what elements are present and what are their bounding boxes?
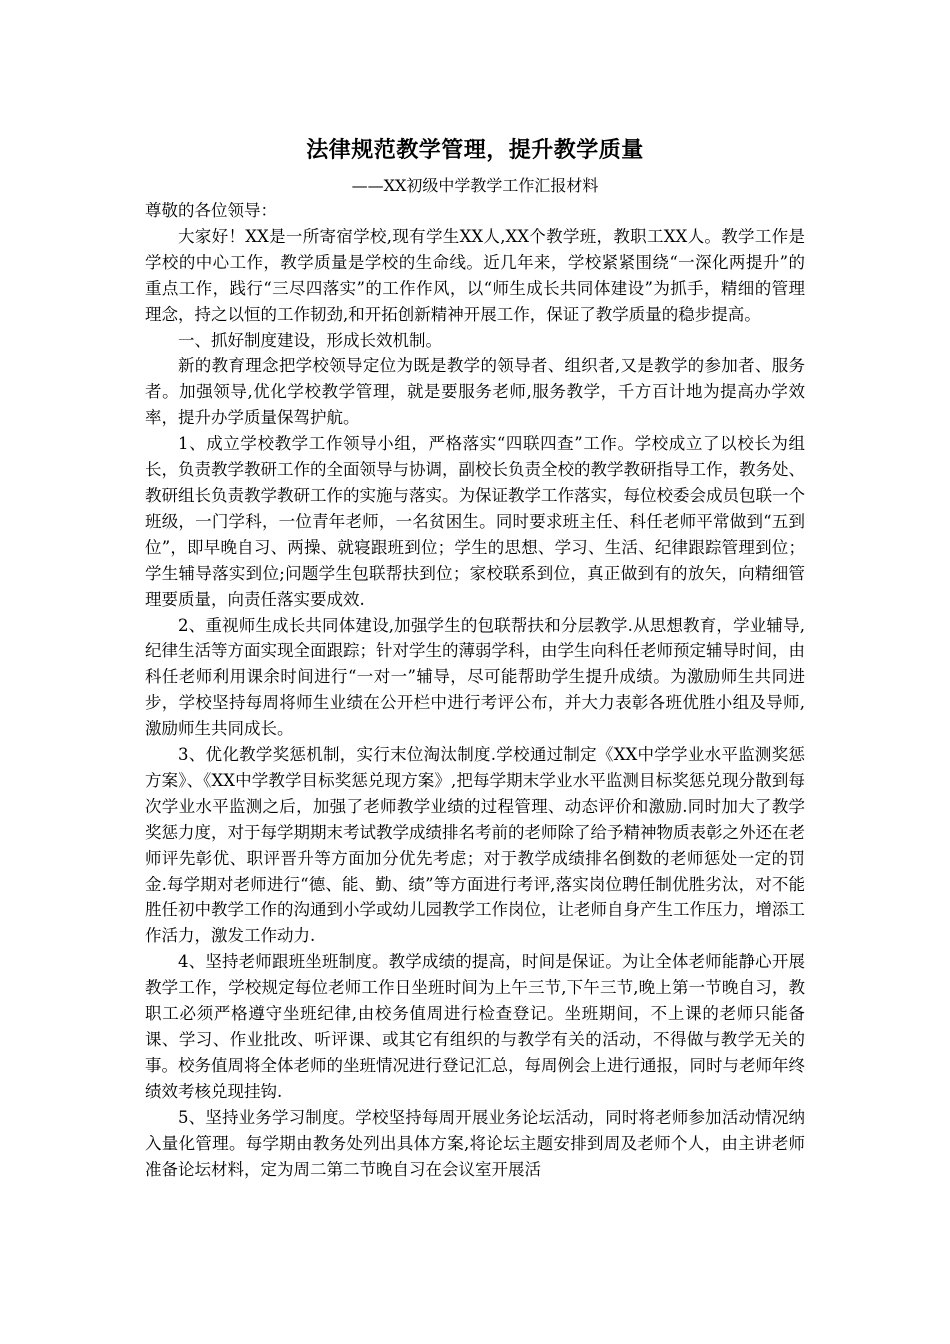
paragraph-item-1: 1、成立学校教学工作领导小组，严格落实“四联四查”工作。学校成立了以校长为组长，负责教学教研工作的全面领导与协调，副校长负责全校的教学教研指导工作，教务处、教研组长负责教学教研工作的实施与落实。为保证教学工作落实，每位校委会成员包联一个班级，一门学科，一位青年老师，一名贫困生。同时要求班主任、科任老师平常做到“五到位”，即早晚自习、两操、就寝跟班到位；学生的思想、学习、生活、纪律跟踪管理到位；学生辅导落实到位;问题学生包联帮扶到位；家校联系到位，真正做到有的放矢，向精细管理要质量，向责任落实要成效. <box>145 434 805 609</box>
document-subtitle: ——XX初级中学教学工作汇报材料 <box>351 176 599 195</box>
paragraph-item-4: 4、坚持老师跟班坐班制度。教学成绩的提高，时间是保证。为让全体老师能静心开展教学工作，学校规定每位老师工作日坐班时间为上午三节,下午三节,晚上第一节晚自习，教职工必须严格遵守坐班纪律,由校务值周进行检查登记。坐班期间，不上课的老师只能备课、学习、作业批改、听评课、或其它有组织的与教学有关的活动，不得做与教学无关的事。校务值周将全体老师的坐班情况进行登记汇总，每周例会上进行通报，同时与老师年终绩效考核兑现挂钩. <box>145 952 805 1101</box>
paragraph-item-2: 2、重视师生成长共同体建设,加强学生的包联帮扶和分层教学.从思想教育，学业辅导,纪律生活等方面实现全面跟踪；针对学生的薄弱学科，由学生向科任老师预定辅导时间，由科任老师利用课余时间进行“一对一”辅导，尽可能帮助学生提升成绩。为激励师生共同进步，学校坚持每周将师生业绩在公开栏中进行考评公布，并大力表彰各班优胜小组及导师,激励师生共同成长。 <box>145 615 805 739</box>
salutation: 尊敬的各位领导： <box>145 201 277 220</box>
paragraph-item-5: 5、坚持业务学习制度。学校坚持每周开展业务论坛活动，同时将老师参加活动情况纳入量化管理。每学期由教务处列出具体方案,将论坛主题安排到周及老师个人，由主讲老师准备论坛材料，定为周二第二节晚自习在会议室开展活 <box>145 1107 805 1179</box>
paragraph-item-3: 3、优化教学奖惩机制，实行末位淘汰制度.学校通过制定《XX中学学业水平监测奖惩方案》、《XX中学教学目标奖惩兑现方案》,把每学期末学业水平监测目标奖惩兑现分散到每次学业水平监测之后，加强了老师教学业绩的过程管理、动态评价和激励.同时加大了教学奖惩力度，对于每学期期末考试教学成绩排名考前的老师除了给予精神物质表彰之外还在老师评先彰优、职评晋升等方面加分优先考虑；对于教学成绩排名倒数的老师惩处一定的罚金.每学期对老师进行“德、能、勤、绩”等方面进行考评,落实岗位聘任制优胜劣汰，对不能胜任初中教学工作的沟通到小学或幼儿园教学工作岗位，让老师自身产生工作压力，增添工作活力，激发工作动力. <box>145 745 805 946</box>
section-heading-1: 一、抓好制度建设，形成长效机制。 <box>178 330 442 350</box>
document-title: 法律规范教学管理，提升教学质量 <box>306 138 644 163</box>
paragraph-intro: 大家好！XX是一所寄宿学校,现有学生XX人,XX个教学班，教职工XX人。教学工作是学校的中心工作，教学质量是学校的生命线。近几年来，学校紧紧围绕“一深化两提升”的重点工作，践行“三尽四落实”的工作作风，以“师生成长共同体建设”为抓手，精细的管理理念，持之以恒的工作韧劲,和开拓创新精神开展工作，保证了教学质量的稳步提高。 <box>145 226 805 324</box>
document-body <box>145 134 805 1182</box>
paragraph-section-1-intro: 新的教育理念把学校领导定位为既是教学的领导者、组织者,又是教学的参加者、服务者。加强领导,优化学校教学管理，就是要服务老师,服务教学，千方百计地为提高办学效率，提升办学质量保驾护航。 <box>145 356 805 428</box>
